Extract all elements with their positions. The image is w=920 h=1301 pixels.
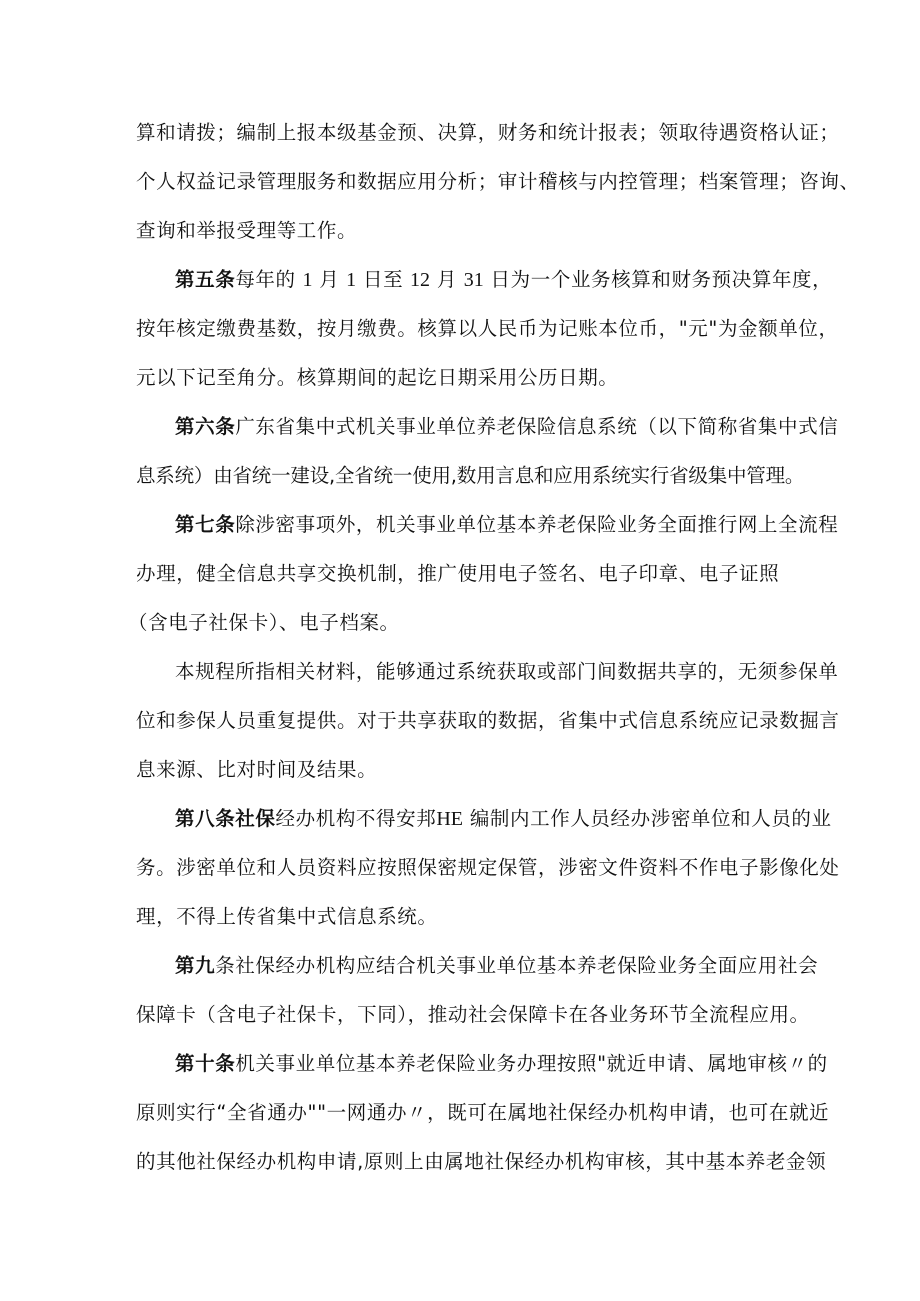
article10-line-2: 原则实行“全省通办""一网通办〃，既可在属地社保经办机构申请，也可在就近 [136, 1101, 830, 1124]
article10-line-1: 第十条机关事业单位基本养老保险业务办理按照"就近申请、属地审核〃的 [175, 1052, 828, 1075]
article7-line-2: 办理，健全信息共享交换机制，推广使用电子签名、电子印章、电子证照 [136, 562, 780, 585]
article10-heading: 第十条 [175, 1052, 236, 1075]
article8-line-2: 务。涉密单位和人员资料应按照保密规定保管，涉密文件资料不作电子影像化处 [136, 856, 840, 879]
article5-line-1: 第五条每年的 1 月 1 日至 12 月 31 日为一个业务核算和财务预决算年度， [175, 268, 833, 291]
article8-line-1: 第八条社保经办机构不得安邦HE 编制内工作人员经办涉密单位和人员的业 [175, 807, 832, 830]
article5-heading: 第五条 [175, 268, 236, 291]
intro-line-3: 查询和举报受理等工作。 [136, 219, 358, 242]
article5-line-3: 元以下记至角分。核算期间的起讫日期采用公历日期。 [136, 366, 619, 389]
article6-line-2: 息系统）由省统一建设,全省统一使用,数用言息和应用系统实行省级集中管理。 [136, 464, 805, 487]
materials-line-3: 息来源、比对时间及结果。 [136, 758, 378, 781]
intro-line-1: 算和请拨；编制上报本级基金预、决算，财务和统计报表；领取待遇资格认证； [136, 121, 840, 144]
article8-heading: 第八条社保 [175, 807, 276, 830]
materials-line-1: 本规程所指相关材料，能够通过系统获取或部门间数据共享的，无须参保单 [175, 660, 839, 683]
article6-heading: 第六条 [175, 415, 236, 438]
materials-line-2: 位和参保人员重复提供。对于共享获取的数据，省集中式信息系统应记录数掘言 [136, 709, 840, 732]
article9-line-2: 保障卡（含电子社保卡，下同），推动社会保障卡在各业务环节全流程应用。 [136, 1003, 810, 1026]
article9-heading: 第九 [175, 954, 216, 977]
article7-line-3: （含电子社保卡）、电子档案。 [128, 611, 400, 634]
intro-line-2: 个人权益记录管理服务和数据应用分析；审计稽核与内控管理；档案管理；咨询、 [136, 170, 860, 193]
article8-line-3: 理，不得上传省集中式信息系统。 [136, 905, 438, 928]
article7-heading: 第七条 [175, 513, 236, 536]
article10-line-3: 的其他社保经办机构申请,原则上由属地社保经办机构审核，其中基本养老金领 [136, 1150, 827, 1173]
article5-line-2: 按年核定缴费基数，按月缴费。核算以人民币为记账本位币，"元"为金额单位， [136, 317, 839, 340]
article7-line-1: 第七条除涉密事项外，机关事业单位基本养老保险业务全面推行网上全流程 [175, 513, 839, 536]
article9-line-1: 第九条社保经办机构应结合机关事业单位基本养老保险业务全面应用社会 [175, 954, 819, 977]
article6-line-1: 第六条广东省集中式机关事业单位养老保险信息系统（以下简称省集中式信 [175, 415, 839, 438]
